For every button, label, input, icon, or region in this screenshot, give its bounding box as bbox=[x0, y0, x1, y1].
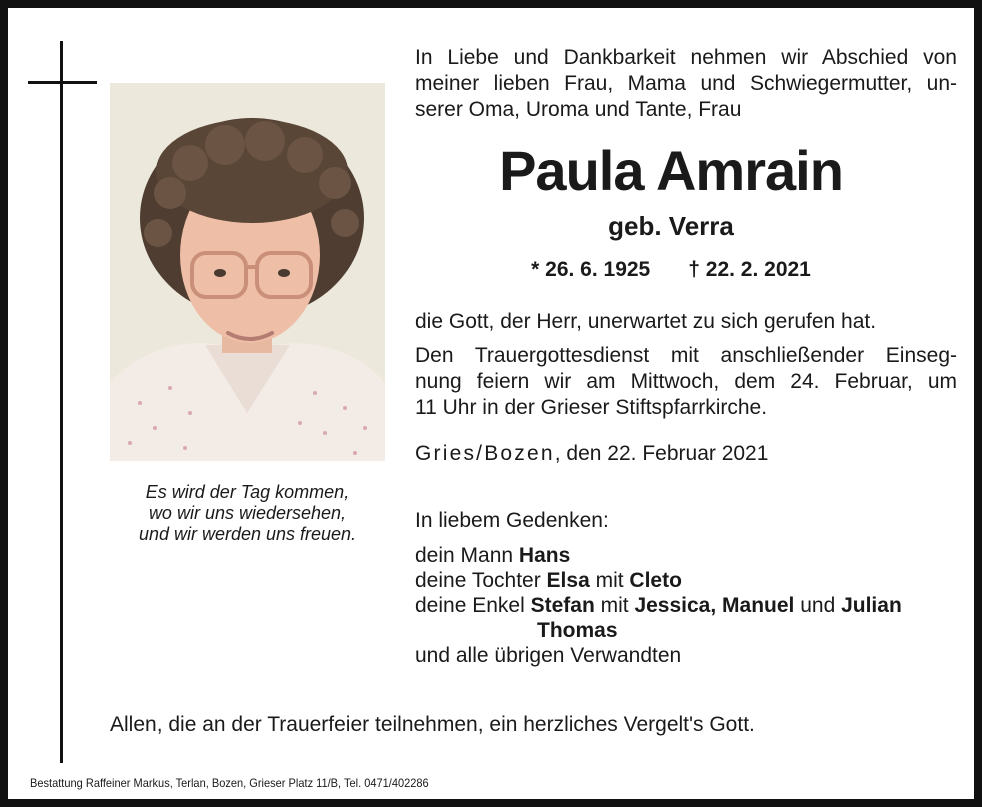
birth-name: geb. Verra bbox=[608, 211, 734, 241]
connector-text: und bbox=[794, 594, 842, 617]
body-line: die Gott, der Herr, unerwartet zu sich gerufen hat. bbox=[415, 310, 877, 333]
funeral-home-footer: Bestattung Raffeiner Markus, Terlan, Bozen, Grieser Platz 11/B, Tel. 0471/402286 bbox=[30, 776, 429, 790]
intro-line: serer Oma, Uroma und Tante, Frau bbox=[415, 98, 742, 121]
mourner-name: Stefan bbox=[530, 594, 595, 617]
place-name: Gries/Bozen bbox=[415, 442, 555, 465]
portrait-photo bbox=[110, 83, 385, 461]
intro-line: meiner lieben Frau, Mama und Schwiegermutter, un- bbox=[415, 72, 957, 95]
quote-line: wo wir uns wiedersehen, bbox=[148, 503, 347, 523]
place-and-date bbox=[415, 441, 768, 467]
mourner-name: Thomas bbox=[537, 619, 618, 642]
mourner-husband bbox=[415, 543, 902, 568]
mourner-daughter bbox=[415, 568, 902, 593]
service-line: Den Trauergottesdienst mit anschließender Einseg- bbox=[415, 344, 957, 367]
quote-line: und wir werden uns freuen. bbox=[138, 524, 357, 544]
birth-date: * 26. 6. 1925 bbox=[531, 258, 651, 281]
life-dates bbox=[415, 257, 927, 283]
mourner-name: Hans bbox=[518, 544, 571, 567]
cross-vertical-bar bbox=[60, 41, 63, 763]
mourner-name: Elsa bbox=[546, 569, 590, 592]
service-line: 11 Uhr in der Grieser Stiftspfarrkirche. bbox=[415, 396, 768, 419]
cross-horizontal-bar bbox=[28, 81, 97, 84]
mourner-others: und alle übrigen Verwandten bbox=[415, 644, 682, 667]
intro-line: In Liebe und Dankbarkeit nehmen wir Abschied von bbox=[415, 46, 957, 69]
intro-text bbox=[415, 45, 957, 123]
mourners-list bbox=[415, 508, 902, 668]
quote-line: Es wird der Tag kommen, bbox=[145, 482, 350, 502]
announcement-date: , den 22. Februar 2021 bbox=[554, 442, 769, 465]
death-date: † 22. 2. 2021 bbox=[688, 258, 811, 281]
relation-label: dein Mann bbox=[415, 544, 519, 567]
mourners-heading: In liebem Gedenken: bbox=[415, 509, 609, 532]
connector-text: mit bbox=[589, 569, 630, 592]
relation-label: deine Tochter bbox=[415, 569, 547, 592]
relation-label: deine Enkel bbox=[415, 594, 531, 617]
mourner-grandchildren bbox=[415, 593, 902, 618]
mourner-grandchildren-continued bbox=[415, 618, 902, 643]
connector-text: mit bbox=[594, 594, 635, 617]
portrait-illustration bbox=[110, 83, 385, 461]
memorial-quote bbox=[110, 482, 385, 545]
mourner-name: Julian bbox=[841, 594, 902, 617]
deceased-name: Paula Amrain bbox=[499, 139, 843, 202]
mourner-name: Jessica, Manuel bbox=[634, 594, 795, 617]
service-line: nung feiern wir am Mittwoch, dem 24. Februar, um bbox=[415, 370, 957, 393]
thanks-note: Allen, die an der Trauerfeier teilnehmen, ein herzliches Vergelt's Gott. bbox=[110, 713, 755, 736]
announcement-body bbox=[415, 309, 957, 421]
mourner-name: Cleto bbox=[629, 569, 682, 592]
